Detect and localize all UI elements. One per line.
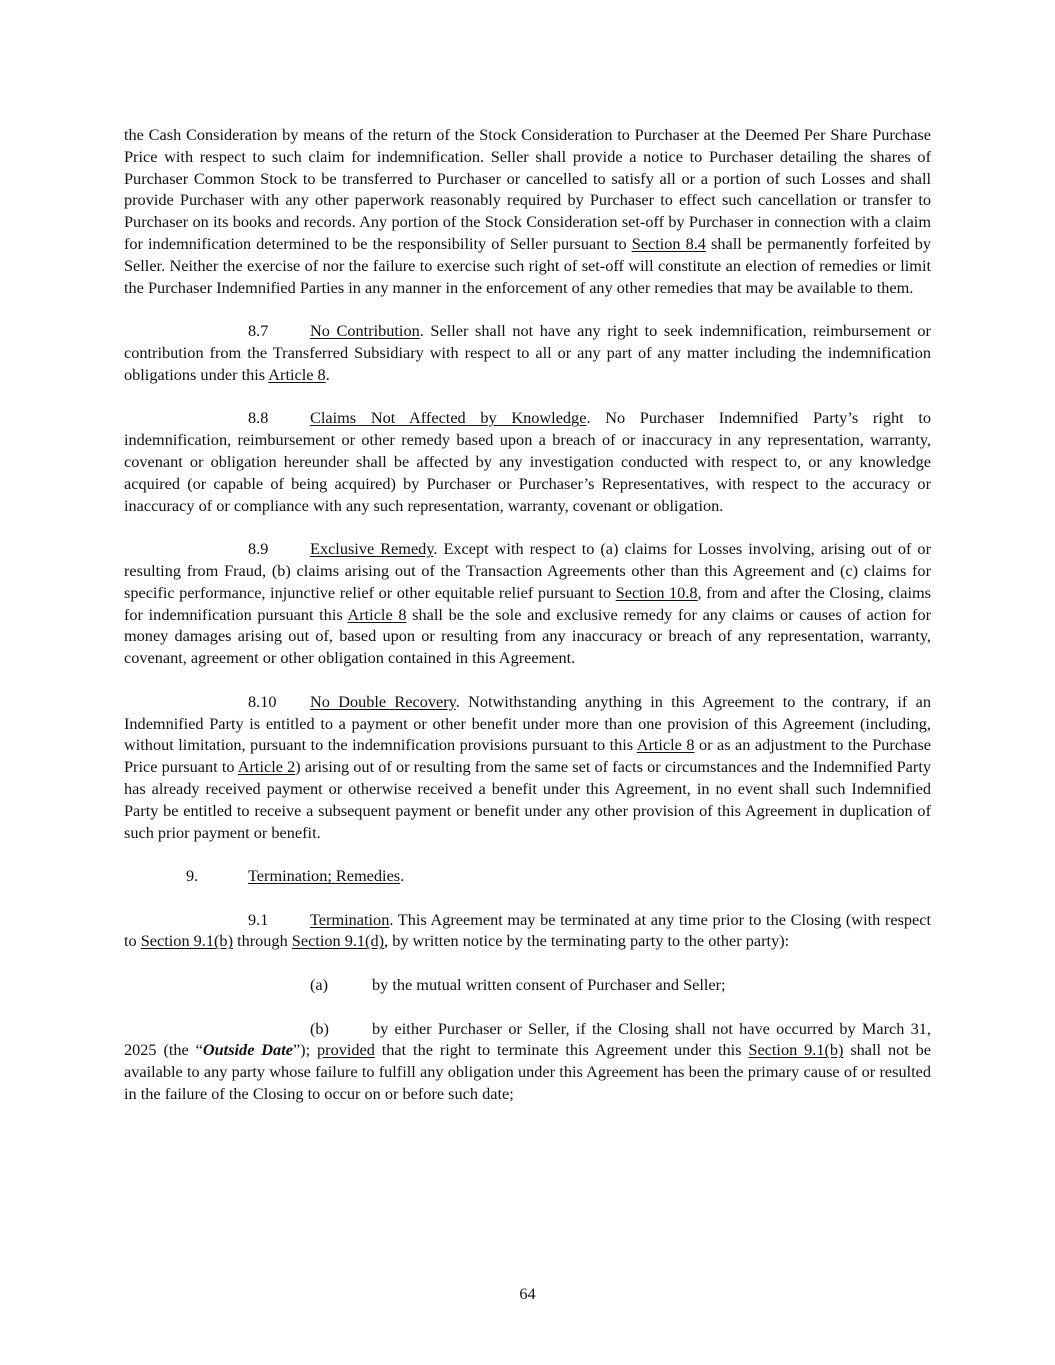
section-10-8-link[interactable]: Section 10.8 xyxy=(615,582,698,602)
article-title: Termination; Remedies xyxy=(248,866,401,886)
section-heading: No Double Recovery xyxy=(310,691,456,711)
section-8-8: 8.8 Claims Not Affected by Knowledge. No Purchaser Indemnified Party’s right to indemnification, reimbursement or other remedy based upon a breach of or inaccuracy in any representation, warranty, covenant or obligation hereunder shall be affected by any investigation conducted with respect to, or any knowledge acquired (or capable of being acquired) by Purchaser or Purchaser’s Representatives, with respect to the accuracy or inaccuracy of or compliance with any such representation, warranty, covenant or obligation. xyxy=(124,408,931,515)
proviso: provided xyxy=(317,1040,375,1060)
clause-number: (b) xyxy=(310,1018,329,1038)
section-8-9: 8.9 Exclusive Remedy. Except with respect to (a) claims for Losses involving, arising out of or resulting from Fraud, (b) claims arising out of the Transaction Agreements other than this Agreement and (c) claims for specific performance, injunctive relief or other equitable relief pursuant to Section 10.8, from and after the Closing, claims for indemnification pursuant this Article 8 shall be the sole and exclusive remedy for any claims or causes of action for money damages arising out of, based upon or resulting from any inaccuracy or breach of any representation, warranty, covenant, agreement or other obligation contained in this Agreement. xyxy=(124,539,932,668)
section-number: 8.9 xyxy=(248,539,269,559)
section-number: 9.1 xyxy=(248,909,269,929)
section-8-10: 8.10 No Double Recovery. Notwithstanding anything in this Agreement to the contrary, if an Indemnified Party is entitled to a payment or other benefit under more than one provision of this Agreement (including, without limitation, pursuant to the indemnification provisions pursuant to this Article 8 or as an adjustment to the Purchase Price pursuant to Article 2) arising out of or resulting from the same set of facts or circumstances and the Indemnified Party has already received payment or otherwise received a benefit under this Agreement, in no event shall such Indemnified Party be entitled to receive a subsequent payment or benefit under any other provision of this Agreement in duplication of such prior payment or benefit. xyxy=(124,691,932,842)
section-number: 8.8 xyxy=(248,408,269,428)
section-heading: Termination xyxy=(310,909,390,929)
article-2-link[interactable]: Article 2 xyxy=(237,757,296,777)
clause-9-1-a: (a) by the mutual written consent of Purchaser and Seller; xyxy=(310,975,726,995)
section-number: 8.7 xyxy=(248,321,269,341)
document-page xyxy=(124,124,931,1105)
clause-number: (a) xyxy=(310,975,329,995)
article-8-link[interactable]: Article 8 xyxy=(347,604,407,624)
section-8-4-link[interactable]: Section 8.4 xyxy=(631,233,706,253)
section-9-1-b-link[interactable]: Section 9.1(b) xyxy=(140,931,233,951)
article-9-heading: 9. Termination; Remedies. xyxy=(186,866,405,886)
defined-term: Outside Date xyxy=(202,1040,293,1060)
section-heading: Exclusive Remedy xyxy=(310,539,434,559)
section-number: 8.10 xyxy=(248,691,277,711)
section-heading: No Contribution xyxy=(310,321,420,341)
section-heading: Claims Not Affected by Knowledge xyxy=(310,408,587,428)
page-number: 64 xyxy=(519,1284,536,1303)
article-8-link[interactable]: Article 8 xyxy=(636,735,695,755)
section-9-1-d-link[interactable]: Section 9.1(d) xyxy=(291,931,385,951)
clause-9-1-b: (b) by either Purchaser or Seller, if the Closing shall not have occurred by March 31, 2025 (the “Outside Date”); provided that the right to terminate this Agreement under this Section 9.1(b) shall not be available to any party whose failure to fulfill any obligation under this Agreement has been the primary cause of or resulted in the failure of the Closing to occur on or before such date; xyxy=(124,1018,932,1104)
section-9-1: 9.1 Termination. This Agreement may be terminated at any time prior to the Closing (with respect to Section 9.1(b) through Section 9.1(d), by written notice by the terminating party to the other party): xyxy=(124,909,931,951)
paragraph-continuation: the Cash Consideration by means of the return of the Stock Consideration to Purchaser at the Deemed Per Share Purchase Price with respect to such claim for indemnification. Seller shall provide a notice to Purchaser detailing the shares of Purchaser Common Stock to be transferred to Purchaser or cancelled to satisfy all or a portion of such Losses and shall provide Purchaser with any other paperwork reasonably required by Purchaser to effect such cancellation or transfer to Purchaser on its books and records. Any portion of the Stock Consideration set-off by Purchaser in connection with a claim for indemnification determined to be the responsibility of Seller pursuant to Section 8.4 shall be permanently forfeited by Seller. Neither the exercise of nor the failure to exercise such right of set-off will constitute an election of remedies or limit the Purchaser Indemnified Parties in any manner in the enforcement of any other remedies that may be available to them. xyxy=(124,125,932,297)
article-number: 9. xyxy=(186,866,199,886)
section-8-7: 8.7 No Contribution. Seller shall not have any right to seek indemnification, reimbursement or contribution from the Transferred Subsidiary with respect to all or any part of any matter including the indemnification obligations under this Article 8. xyxy=(124,321,931,384)
article-8-link[interactable]: Article 8 xyxy=(268,364,326,384)
section-9-1-b-link[interactable]: Section 9.1(b) xyxy=(748,1040,844,1060)
